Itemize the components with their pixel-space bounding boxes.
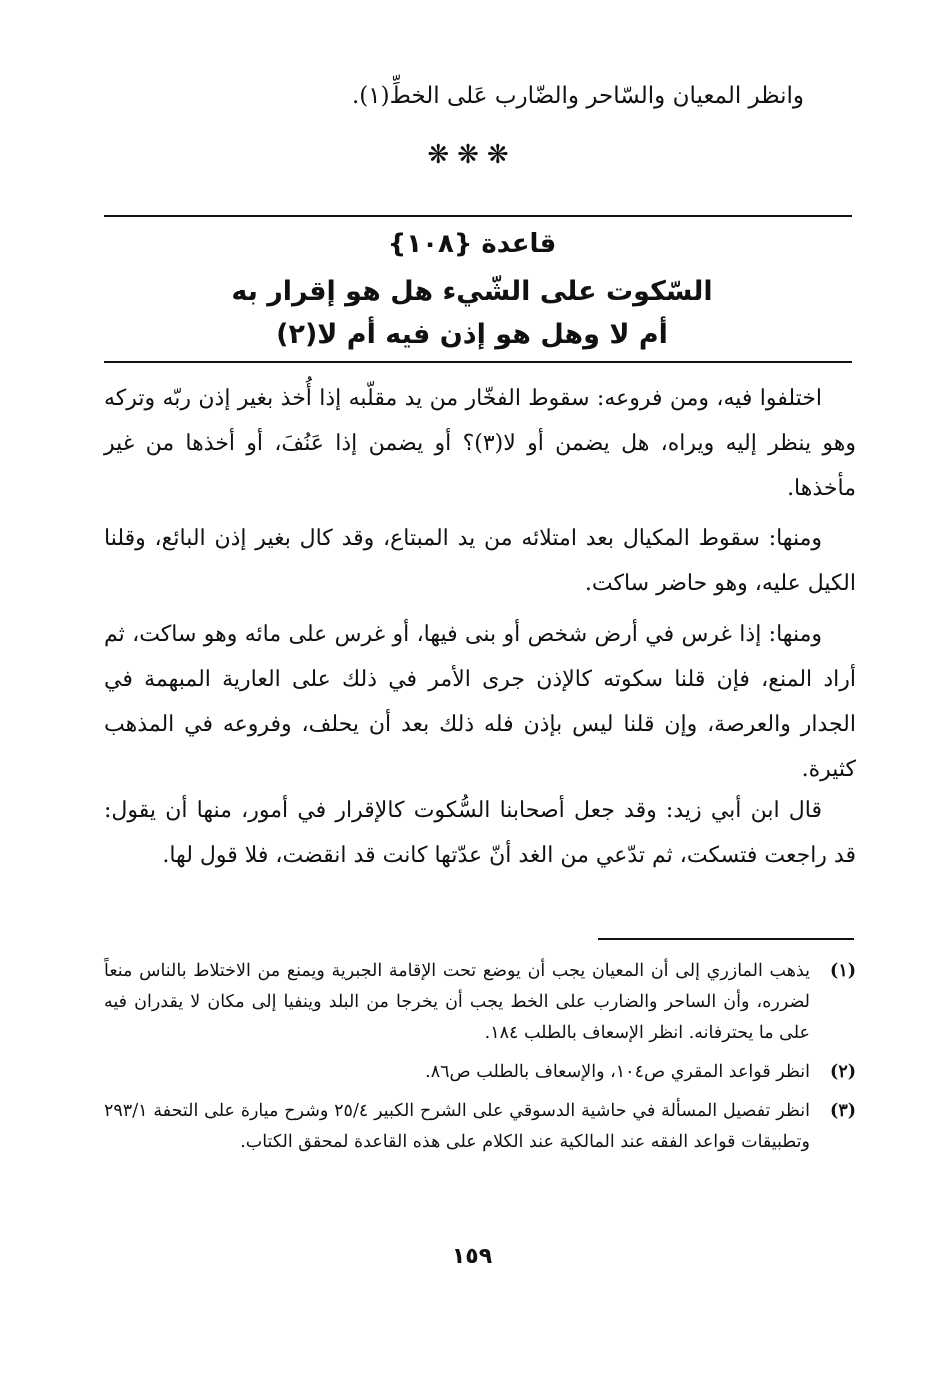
footnote-number: (٢) — [830, 1062, 856, 1082]
footnote-text: يذهب المازري إلى أن المعيان يجب أن يوضع تحت الإقامة الجبرية ويمنع من الاختلاط بالناس منعاً لضرره، وأن الساحر والضارب على الخط يجب أن يخرجا من البلد وينفيا إلى مكان لا يقدران فيه على ما يحترفانه. انظر الإسعاف بالطلب ١٨٤. — [104, 961, 810, 1043]
rule-heading-line-1: السّكوت على الشّيء هل هو إقرار به — [231, 276, 713, 307]
paragraph-text: قال ابن أبي زيد: وقد جعل أصحابنا السُّكوت كالإقرار في أمور، منها أن يقول: قد راجعت فتسكت، ثم تدّعي من الغد أنّ عدّتها كانت قد انقضت، فلا قول لها. — [104, 798, 856, 868]
heading-top-rule — [104, 215, 852, 217]
footnote-divider — [598, 938, 854, 940]
rule-number-title: قاعدة {١٠٨} — [387, 229, 557, 259]
body-paragraph-2 — [104, 516, 856, 606]
footnote-number: (١) — [830, 961, 856, 981]
heading-bottom-rule — [104, 361, 852, 363]
footnote-text: انظر تفصيل المسألة في حاشية الدسوقي على الشرح الكبير ٢٥/٤ وشرح ميارة على التحفة ٢٩٣/١ وتطبيقات قواعد الفقه عند المالكية عند الكلام على هذه القاعدة لمحقق الكتاب. — [104, 1101, 810, 1152]
paragraph-text: ومنها: سقوط المكيال بعد امتلائه من يد المبتاع، وقد كال بغير إذن البائع، وقلنا الكيل عليه، وهو حاضر ساكت. — [104, 526, 856, 596]
paragraph-text: اختلفوا فيه، ومن فروعه: سقوط الفخّار من يد مقلّبه إذا أُخذ بغير إذن ربّه وتركه وهو ينظر إليه ويراه، هل يضمن أو لا(٣)؟ أو يضمن إذا عَنُفَ، أو أخذها من غير مأخذها. — [104, 386, 856, 501]
page-number: ١٥٩ — [451, 1244, 493, 1269]
continuation-line: وانظر المعيان والسّاحر والضّارب عَلى الخطِّ(١). — [351, 83, 804, 109]
footnote-1 — [104, 956, 856, 1049]
body-paragraph-4 — [104, 788, 856, 878]
footnote-3 — [104, 1096, 856, 1158]
section-separator: ❋❋❋ — [427, 140, 517, 170]
footnote-text: انظر قواعد المقري ص١٠٤، والإسعاف بالطلب ص٨٦. — [425, 1062, 810, 1082]
rule-heading-line-2: أم لا وهل هو إذن فيه أم لا(٢) — [276, 319, 668, 350]
footnote-number: (٣) — [830, 1101, 856, 1121]
body-paragraph-3 — [104, 612, 856, 792]
footnote-2 — [104, 1057, 856, 1088]
body-paragraph-1 — [104, 376, 856, 511]
paragraph-text: ومنها: إذا غرس في أرض شخص أو بنى فيها، أو غرس على مائه وهو ساكت، ثم أراد المنع، فإن قلنا سكوته كالإذن جرى الأمر في ذلك على العارية المبهمة في الجدار والعرصة، وإن قلنا ليس بإذن فله ذلك بعد أن يحلف، وفروعه في المذهب كثيرة. — [104, 622, 856, 782]
footnotes-section — [104, 956, 856, 1166]
